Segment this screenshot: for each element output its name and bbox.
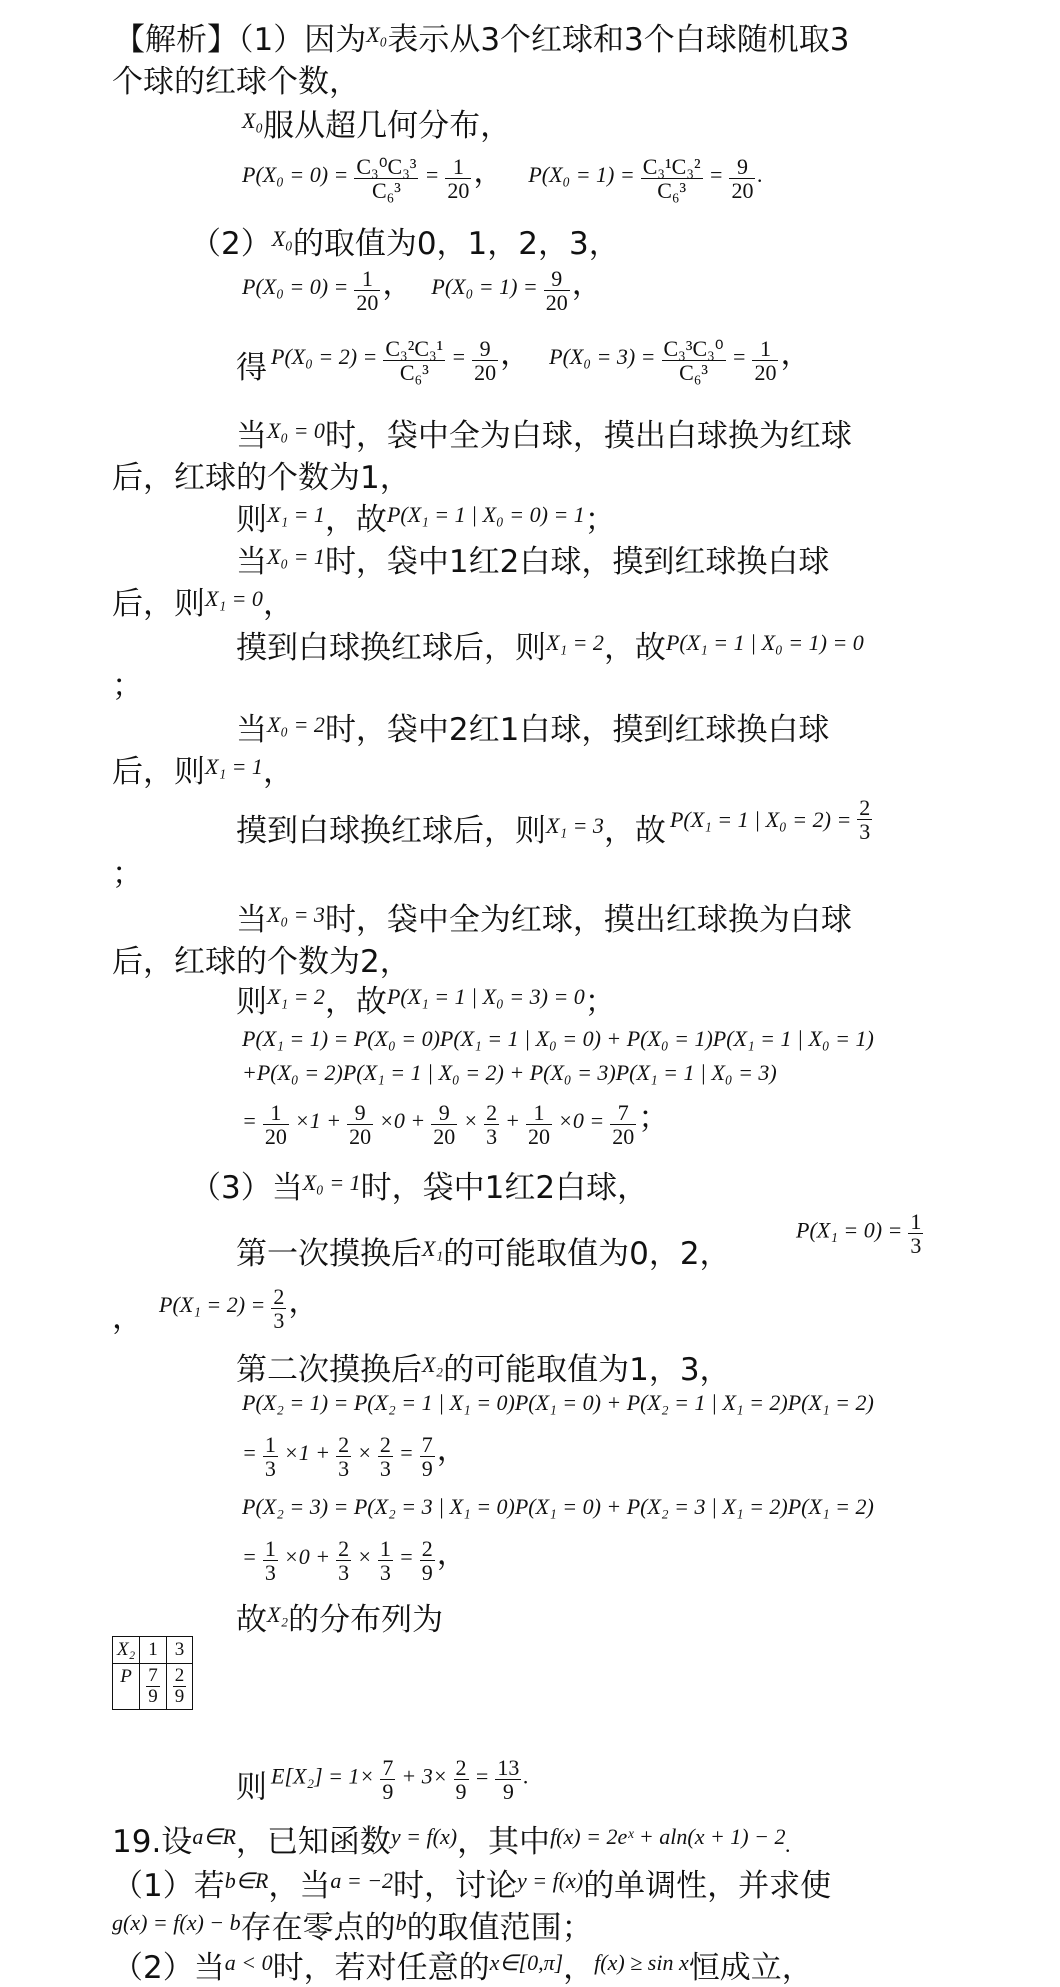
- text: ，: [382, 266, 414, 302]
- text: 时，袋中全为白球，摸出白球换为红球: [324, 418, 852, 454]
- text: ，已知函数: [235, 1824, 391, 1860]
- table-cell: [166, 1664, 193, 1710]
- text: 的可能取值为0，2，: [443, 1236, 731, 1272]
- numerator: 2: [338, 1535, 350, 1561]
- text: 服从超几何分布，: [263, 108, 512, 144]
- text: 恒成立，: [688, 1950, 813, 1986]
- fraction: [662, 337, 726, 384]
- numerator: 2: [421, 1535, 433, 1561]
- text: 的取值为0，1，2，3，: [292, 226, 620, 262]
- numerator: 1: [445, 155, 471, 179]
- numerator: 1: [752, 337, 778, 361]
- denominator: 9: [148, 1685, 158, 1707]
- math: P(X₁ = 0) =: [796, 1217, 903, 1243]
- text: ；: [584, 984, 616, 1020]
- text: ，: [500, 336, 532, 372]
- table-row: [113, 1637, 193, 1664]
- fraction: [431, 1101, 457, 1148]
- text: ，其中: [457, 1824, 551, 1860]
- numerator: 9: [544, 267, 570, 291]
- text: 19.设: [112, 1824, 193, 1860]
- denominator: 9: [174, 1685, 185, 1707]
- numerator: 7: [610, 1101, 636, 1125]
- line-24: [242, 1092, 669, 1148]
- fraction: [378, 1433, 393, 1480]
- math: X₁ = 0: [205, 586, 263, 611]
- math: x∈[0,π]: [489, 1950, 564, 1975]
- line-34: [236, 1756, 529, 1806]
- math: =: [451, 344, 467, 369]
- line-33: [236, 1594, 443, 1639]
- fraction: [263, 1537, 278, 1584]
- text: ，: [262, 586, 294, 622]
- math: =: [731, 344, 747, 369]
- math: X₀ = 0: [267, 418, 325, 443]
- text: ，: [112, 1300, 143, 1336]
- math: X₀: [242, 108, 264, 133]
- numerator: 1: [379, 1535, 391, 1561]
- numerator: 7: [382, 1755, 394, 1780]
- numerator: 1: [526, 1101, 552, 1125]
- text: ，: [288, 1284, 320, 1320]
- denominator: 9: [421, 1455, 433, 1481]
- text: 后，红球的个数为2，: [112, 944, 411, 980]
- text: 后，则: [112, 586, 205, 622]
- line-27: [112, 1276, 319, 1337]
- table-cell: P: [113, 1664, 140, 1710]
- math: X₁ = 3: [546, 813, 604, 839]
- line-37: [112, 1902, 593, 1947]
- denominator: 3: [264, 1455, 276, 1481]
- numerator: 2: [174, 1665, 185, 1686]
- denominator: 20: [433, 1123, 456, 1149]
- text: 的可能取值为1，3，: [443, 1352, 731, 1388]
- table-cell: 3: [166, 1637, 193, 1664]
- text: ，: [436, 1536, 468, 1572]
- fraction: [420, 1537, 435, 1584]
- line-10: [236, 494, 616, 539]
- denominator: 9: [421, 1559, 433, 1585]
- math: ×1 +: [294, 1108, 342, 1133]
- line-4: [242, 146, 763, 202]
- math: P(X₀ = 0) =: [242, 162, 349, 187]
- text: 时，若对任意的: [272, 1950, 490, 1986]
- math: b∈R: [224, 1868, 269, 1893]
- math: b: [395, 1910, 407, 1935]
- text: 【解析】（1）因为: [114, 22, 367, 58]
- denominator: 3: [859, 819, 871, 845]
- text: ，: [571, 266, 603, 302]
- text: 当: [236, 544, 267, 580]
- fraction: [544, 267, 570, 314]
- math: =: [242, 1108, 257, 1133]
- math: P(X₁ = 1 | X₀ = 1) = 0: [665, 630, 864, 655]
- fraction: [641, 155, 703, 202]
- numerator: 2: [455, 1755, 467, 1780]
- text: （2）: [190, 226, 272, 262]
- text: （3）当: [190, 1170, 303, 1206]
- math: =: [424, 162, 440, 187]
- fraction: [336, 1433, 351, 1480]
- line-21: [236, 976, 616, 1021]
- text: ，故: [603, 630, 666, 666]
- fraction: [857, 796, 872, 843]
- line-30: [242, 1424, 468, 1480]
- table-cell: [140, 1664, 167, 1710]
- line-17: [236, 796, 874, 850]
- math: X₁ = 2: [546, 630, 604, 655]
- line-7: [236, 328, 811, 387]
- denominator: 3: [910, 1233, 922, 1259]
- math: P(X₁ = 2) =: [159, 1292, 266, 1317]
- math: =: [398, 1544, 414, 1569]
- math: ×0 +: [283, 1544, 331, 1569]
- numerator: 9: [347, 1101, 373, 1125]
- math: y = f(x): [390, 1824, 458, 1849]
- math: f(x) ≥ sin x: [594, 1950, 689, 1975]
- text: 故: [236, 1602, 267, 1638]
- numerator: 2: [486, 1099, 498, 1125]
- fraction: [378, 1537, 393, 1584]
- text: ；: [638, 1100, 670, 1136]
- denominator: 20: [447, 177, 470, 203]
- numerator: 9: [431, 1101, 457, 1125]
- denominator: 20: [264, 1123, 287, 1149]
- text: 时，袋中1红2白球，: [360, 1170, 649, 1206]
- math: + 3×: [401, 1763, 448, 1789]
- text: 则: [236, 1769, 267, 1806]
- math: a∈R: [192, 1824, 236, 1849]
- text: 时，讨论: [393, 1868, 518, 1904]
- line-6: [242, 258, 603, 314]
- math: P(X₀ = 1) =: [528, 162, 635, 187]
- text: 存在零点的: [240, 1910, 396, 1946]
- numerator: 2: [338, 1431, 350, 1457]
- distribution-table: [112, 1636, 193, 1710]
- math: .: [523, 1763, 529, 1789]
- text: 个球的红球个数，: [112, 64, 360, 100]
- fraction: [146, 1666, 160, 1707]
- line-20: [112, 936, 411, 981]
- math: a = −2: [330, 1868, 394, 1893]
- denominator: C₆³: [371, 177, 401, 203]
- line-23: +P(X₀ = 2)P(X₁ = 1 | X₀ = 2) + P(X₀ = 3)P(X₁ = 1 | X₀ = 3): [242, 1060, 777, 1085]
- math: P(X₀ = 0) =: [242, 274, 349, 299]
- line-22: P(X₁ = 1) = P(X₀ = 0)P(X₁ = 1 | X₀ = 0) + P(X₀ = 1)P(X₁ = 1 | X₀ = 1): [242, 1026, 874, 1051]
- line-26-prob: [796, 1210, 925, 1257]
- math: X₀ = 3: [267, 902, 325, 927]
- denominator: 20: [474, 359, 497, 385]
- text: ，故: [324, 502, 387, 538]
- denominator: 3: [486, 1123, 498, 1149]
- text: 则: [236, 984, 267, 1020]
- text: ；: [584, 502, 616, 538]
- line-25: [190, 1162, 648, 1207]
- line-13: [236, 622, 864, 667]
- fraction: [354, 267, 380, 314]
- denominator: 3: [379, 1559, 391, 1585]
- fraction: [610, 1101, 636, 1148]
- math: X₂: [422, 1352, 444, 1377]
- fraction: [729, 155, 755, 202]
- math: P(X₁ = 1 | X₀ = 2) =: [669, 807, 852, 833]
- fraction: [271, 1285, 286, 1332]
- line-26: [236, 1228, 731, 1273]
- math: X₁ = 1: [267, 502, 325, 527]
- fraction: [495, 1756, 521, 1803]
- fraction: [347, 1101, 373, 1148]
- text: 表示从3个红球和3个白球随机取3: [387, 22, 850, 58]
- text: 的取值范围；: [406, 1910, 593, 1946]
- math: =: [474, 1763, 490, 1789]
- numerator: 1: [354, 267, 380, 291]
- denominator: 3: [338, 1455, 350, 1481]
- line-2: [112, 56, 360, 101]
- denominator: 3: [264, 1559, 276, 1585]
- numerator: 2: [379, 1431, 391, 1457]
- math: +: [505, 1108, 520, 1133]
- denominator: 3: [379, 1455, 391, 1481]
- denominator: 20: [349, 1123, 372, 1149]
- numerator: 2: [859, 795, 871, 820]
- denominator: 9: [382, 1779, 394, 1805]
- denominator: 3: [338, 1559, 350, 1585]
- text: 后，则: [112, 754, 205, 790]
- text: 时，袋中2红1白球，摸到红球换白球: [324, 712, 830, 748]
- math: .: [785, 1832, 791, 1857]
- fraction: [420, 1433, 435, 1480]
- math: =: [242, 1544, 257, 1569]
- text: 得: [236, 350, 267, 386]
- math: ×: [357, 1440, 372, 1465]
- math: ×0 +: [379, 1108, 426, 1133]
- line-31: P(X₂ = 3) = P(X₂ = 3 | X₁ = 0)P(X₁ = 0) + P(X₂ = 3 | X₁ = 2)P(X₁ = 2): [242, 1494, 874, 1519]
- table-cell: X₂: [113, 1637, 140, 1664]
- numerator: 9: [472, 337, 498, 361]
- denominator: C₆³: [679, 359, 709, 385]
- denominator: 9: [455, 1779, 467, 1805]
- text: ，故: [324, 984, 387, 1020]
- line-38: [112, 1942, 813, 1987]
- line-16: [112, 746, 294, 791]
- denominator: 20: [356, 289, 379, 315]
- math: ×: [463, 1108, 479, 1133]
- line-5: [190, 218, 620, 263]
- fraction: [526, 1101, 552, 1148]
- math: P(X₁ = 1 | X₀ = 3) = 0: [386, 984, 585, 1009]
- math: X₁ = 2: [267, 984, 325, 1009]
- text: （2）当: [112, 1950, 225, 1986]
- denominator: 20: [731, 177, 754, 203]
- text: ，故: [603, 813, 666, 850]
- denominator: 20: [527, 1123, 550, 1149]
- text: 的分布列为: [288, 1602, 444, 1638]
- text: ，: [473, 154, 505, 190]
- text: ，当: [268, 1868, 331, 1904]
- numerator: 1: [264, 1431, 276, 1457]
- math: P(X₀ = 2) =: [271, 344, 378, 369]
- text: 时，袋中全为红球，摸出红球换为白球: [324, 902, 852, 938]
- numerator: 7: [421, 1431, 433, 1457]
- text: 后，红球的个数为1，: [112, 460, 411, 496]
- line-14: [112, 660, 143, 705]
- table-row: [113, 1664, 193, 1710]
- numerator: 13: [497, 1755, 520, 1780]
- math: ×0 =: [557, 1108, 605, 1133]
- fraction: [454, 1756, 469, 1803]
- fraction: [484, 1101, 499, 1148]
- denominator: 20: [545, 289, 568, 315]
- fraction: [472, 337, 498, 384]
- math: X₁: [422, 1236, 444, 1261]
- denominator: C₆³: [657, 177, 687, 203]
- denominator: 3: [273, 1307, 285, 1333]
- numerator: C₃¹C₃²: [642, 153, 701, 179]
- text: 第二次摸换后: [236, 1352, 422, 1388]
- line-8: [236, 410, 852, 455]
- math: =: [708, 162, 724, 187]
- numerator: C₃³C₃⁰: [663, 335, 724, 361]
- text: ，: [780, 336, 812, 372]
- line-18: [112, 848, 143, 893]
- denominator: 20: [754, 359, 777, 385]
- math: .: [757, 162, 763, 187]
- math: X₂: [267, 1602, 289, 1627]
- numerator: 7: [148, 1665, 158, 1686]
- denominator: 9: [502, 1779, 514, 1805]
- math: X₁ = 1: [205, 754, 263, 779]
- math: ×: [357, 1544, 372, 1569]
- denominator: C₆³: [399, 359, 429, 385]
- math: y = f(x): [517, 1868, 584, 1893]
- fraction: [380, 1756, 395, 1803]
- text: （1）若: [112, 1868, 225, 1904]
- fraction: [752, 337, 778, 384]
- line-9: [112, 452, 411, 497]
- text: 当: [236, 902, 267, 938]
- line-28: [236, 1344, 731, 1389]
- fraction: [445, 155, 471, 202]
- math: X₀: [271, 226, 293, 251]
- text: ；: [112, 856, 143, 892]
- numerator: 9: [729, 155, 755, 179]
- line-3: [242, 100, 511, 145]
- math: X₀ = 1: [267, 544, 325, 569]
- fraction: [173, 1666, 187, 1707]
- math: P(X₁ = 1 | X₀ = 0) = 1: [386, 502, 585, 527]
- line-35: [112, 1816, 791, 1861]
- math: =: [398, 1440, 414, 1465]
- line-36: [112, 1860, 831, 1905]
- text: 第一次摸换后: [236, 1236, 422, 1272]
- line-29: P(X₂ = 1) = P(X₂ = 1 | X₁ = 0)P(X₁ = 0) + P(X₂ = 1 | X₁ = 2)P(X₁ = 2): [242, 1390, 874, 1415]
- text: 当: [236, 712, 267, 748]
- fraction: [383, 337, 445, 384]
- numerator: 1: [263, 1101, 289, 1125]
- fraction: [908, 1210, 923, 1257]
- text: ；: [112, 668, 143, 704]
- text: 的单调性，并求使: [583, 1868, 832, 1904]
- math: X₀: [366, 22, 388, 47]
- text: 摸到白球换红球后，则: [236, 813, 546, 850]
- math: X₀ = 2: [267, 712, 325, 737]
- numerator: 2: [273, 1283, 285, 1309]
- text: 当: [236, 418, 267, 454]
- math: g(x) = f(x) − b: [112, 1910, 241, 1935]
- table-cell: 1: [140, 1637, 167, 1664]
- math: E[X₂] = 1×: [271, 1763, 375, 1789]
- text: ，: [563, 1950, 595, 1986]
- numerator: 1: [910, 1209, 922, 1234]
- math: ×1 +: [283, 1440, 331, 1465]
- text: 时，袋中1红2白球，摸到红球换白球: [324, 544, 830, 580]
- numerator: C₃⁰C₃³: [356, 153, 417, 179]
- fraction: [354, 155, 418, 202]
- numerator: 1: [264, 1535, 276, 1561]
- text: 摸到白球换红球后，则: [236, 630, 546, 666]
- line-19: [236, 894, 852, 939]
- math: =: [242, 1440, 257, 1465]
- text: 则: [236, 502, 267, 538]
- line-11: [236, 536, 829, 581]
- line-32: [242, 1528, 468, 1584]
- line-15: [236, 704, 829, 749]
- fraction: [336, 1537, 351, 1584]
- fraction: [263, 1101, 289, 1148]
- denominator: 20: [612, 1123, 635, 1149]
- math: X₀ = 1: [302, 1170, 361, 1195]
- math: P(X₀ = 3) =: [549, 344, 656, 369]
- math: f(x) = 2eˣ + aln(x + 1) − 2: [550, 1824, 786, 1849]
- math: a < 0: [224, 1950, 273, 1975]
- line-1: [114, 14, 850, 59]
- fraction: [263, 1433, 278, 1480]
- text: ，: [436, 1432, 468, 1468]
- math: P(X₀ = 1) =: [431, 274, 538, 299]
- numerator: C₃²C₃¹: [385, 335, 444, 361]
- text: ，: [262, 754, 294, 790]
- line-12: [112, 578, 294, 623]
